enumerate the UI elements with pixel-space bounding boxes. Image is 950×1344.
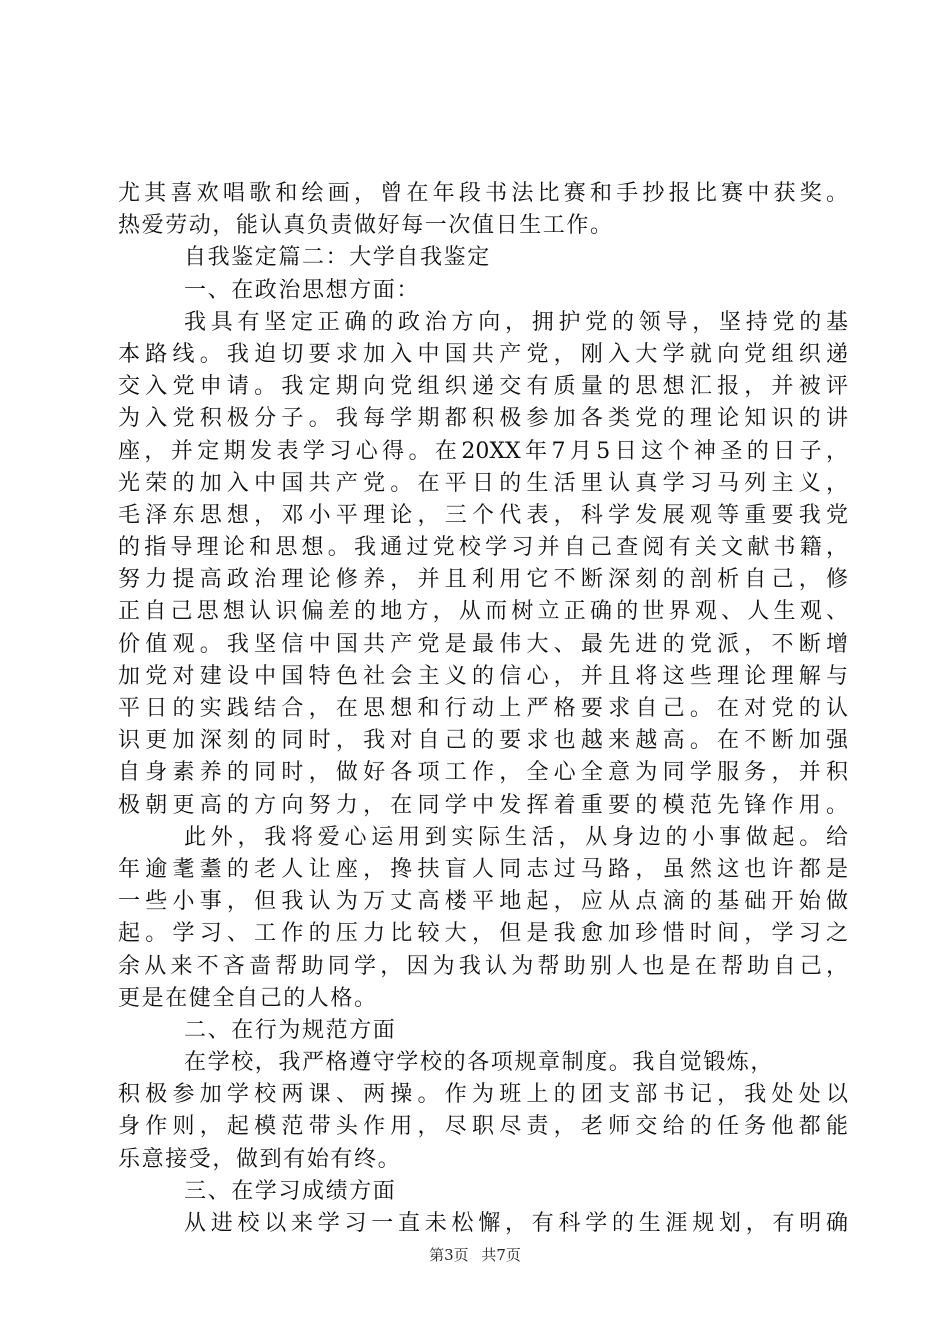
text-line: 从进校以来学习一直未松懈，有科学的生涯规划，有明确 [184,1211,848,1236]
text-line: 极朝更高的方向努力，在同学中发挥着重要的模范先锋作用。 [118,792,848,818]
text-line: 余从来不吝啬帮助同学，因为我认为帮助别人也是在帮助自己， [118,953,848,979]
text-line: 为入党积极分子。我每学期都积极参加各类党的理论知识的讲 [118,406,848,432]
text-line: 起。学习、工作的压力比较大，但是我愈加珍惜时间，学习之 [118,921,848,947]
text-line: 一些小事，但我认为万丈高楼平地起，应从点滴的基础开始做 [118,889,848,915]
text-line: 我具有坚定正确的政治方向，拥护党的领导，坚持党的基 [184,309,848,335]
text-line: 年逾耄耋的老人让座，搀扶盲人同志过马路，虽然这也许都是 [118,856,848,882]
text-line: 毛泽东思想，邓小平理论，三个代表，科学发展观等重要我党 [118,502,848,528]
text-line: 一、在政治思想方面： [184,277,421,303]
text-line: 识更加深刻的同时，我对自己的要求也越来越高。在不断加强 [118,728,848,754]
text-line: 的指导理论和思想。我通过党校学习并自己查阅有关文献书籍， [118,535,848,561]
text-line: 尤其喜欢唱歌和绘画，曾在年段书法比赛和手抄报比赛中获奖。 [118,181,848,206]
text-line: 光荣的加入中国共产党。在平日的生活里认真学习马列主义， [118,470,848,496]
text-line: 三、在学习成绩方面 [184,1178,397,1204]
text-line: 本路线。我迫切要求加入中国共产党，刚入大学就向党组织递 [118,341,848,367]
text-line: 交入党申请。我定期向党组织递交有质量的思想汇报，并被评 [118,374,848,400]
text-line: 身作则，起模范带头作用，尽职尽责，老师交给的任务他都能 [118,1114,848,1140]
text-line: 自我鉴定篇二：大学自我鉴定 [184,245,491,271]
page-total: 共7页 [481,1246,521,1264]
text-line: 乐意接受，做到有始有终。 [118,1146,402,1172]
text-line: 正自己思想认识偏差的地方，从而树立正确的世界观、人生观、 [118,599,848,625]
document-body [118,178,848,1240]
page-number: 第3页 [429,1246,469,1264]
text-line: 价值观。我坚信中国共产党是最伟大、最先进的党派，不断增 [118,631,848,657]
text-line: 在学校，我严格遵守学校的各项规章制度。我自觉锻炼， [184,1050,775,1076]
page-footer [0,1244,950,1265]
text-line: 二、在行为规范方面 [184,1017,397,1043]
text-line: 此外，我将爱心运用到实际生活，从身边的小事做起。给 [184,824,848,850]
text-line: 平日的实践结合，在思想和行动上严格要求自己。在对党的认 [118,696,848,721]
text-line: 座，并定期发表学习心得。在20XX年7月5日这个神圣的日子， [118,438,848,464]
text-line: 自身素养的同时，做好各项工作，全心全意为同学服务，并积 [118,760,848,786]
text-line: 热爱劳动，能认真负责做好每一次值日生工作。 [118,213,614,239]
text-line: 更是在健全自己的人格。 [118,985,378,1011]
text-line: 加党对建设中国特色社会主义的信心，并且将这些理论理解与 [118,663,848,689]
text-line: 积极参加学校两课、两操。作为班上的团支部书记，我处处以 [118,1082,848,1108]
text-line: 努力提高政治理论修养，并且利用它不断深刻的剖析自己，修 [118,567,848,593]
